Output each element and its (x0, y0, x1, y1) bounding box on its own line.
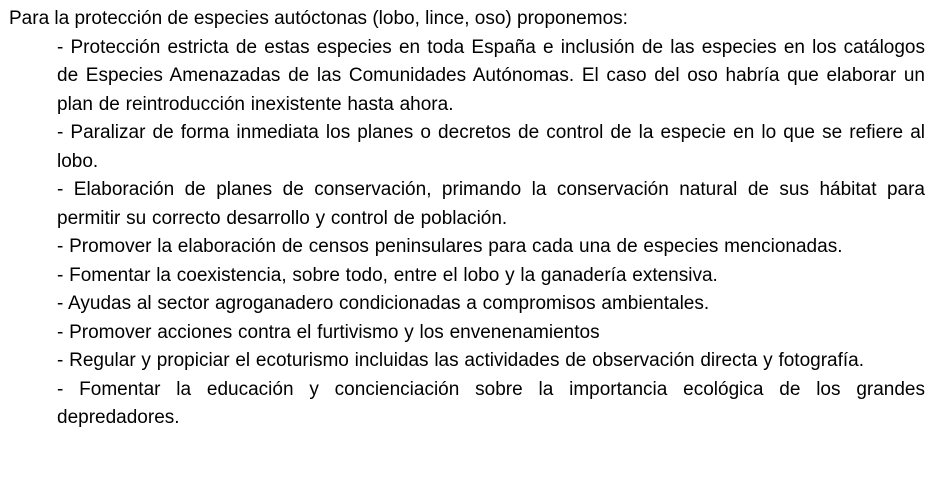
bullet-item-ecoturismo: - Regular y propiciar el ecoturismo incluidas las actividades de observación directa y fotografía. (57, 350, 865, 371)
bullet-item-coexistencia: - Fomentar la coexistencia, sobre todo, entre el lobo y la ganadería extensiva. (57, 264, 718, 286)
intro-paragraph: Para la protección de especies autóctonas (lobo, lince, oso) proponemos: (9, 8, 628, 29)
bullet-item-acciones-furtivismo: - Promover acciones contra el furtivismo y los envenenamientos (57, 321, 600, 343)
bullet-item-educacion: - Fomentar la educación y concienciación sobre la importancia ecológica de los grandes depredadores. (57, 378, 925, 428)
bullet-item-ayudas-sector: - Ayudas al sector agroganadero condicionadas a compromisos ambientales. (57, 293, 710, 314)
bullet-item-proteccion-estricta: - Protección estricta de estas especies en toda España e inclusión de las especies en los catálogos de Especies Amenazadas de las Comunidades Autónomas. El caso del oso habría que elaborar un plan de reintroducción inexistente hasta ahora. (57, 36, 925, 115)
bullet-item-planes-conservacion: - Elaboración de planes de conservación, primando la conservación natural de sus hábitat para permitir su correcto desarrollo y control de población. (57, 179, 925, 229)
bullet-item-paralizar-planes: - Paralizar de forma inmediata los planes o decretos de control de la especie en lo que se refiere al lobo. (57, 122, 925, 172)
bullet-item-censos-peninsulares: - Promover la elaboración de censos peninsulares para cada una de especies mencionadas. (57, 236, 843, 257)
